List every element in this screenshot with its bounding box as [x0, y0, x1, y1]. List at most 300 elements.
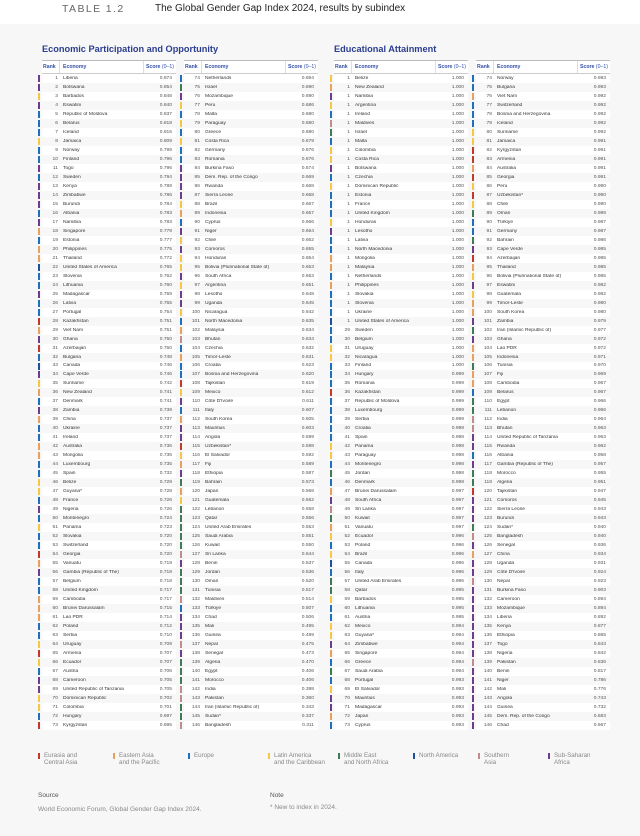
rank-cell: 53	[344, 543, 350, 549]
region-marker	[472, 210, 474, 217]
region-marker	[330, 120, 332, 127]
rank-cell: 43	[52, 453, 58, 459]
economy-cell: Bahrain	[497, 237, 514, 243]
table-row	[334, 272, 468, 281]
region-marker	[330, 93, 332, 100]
region-marker	[330, 470, 332, 477]
table-row	[476, 541, 610, 550]
region-marker	[472, 407, 474, 414]
table-row	[42, 649, 176, 658]
rank-cell: 139	[191, 659, 200, 665]
table-title: The Global Gender Gap Index 2024, results by subindex	[155, 3, 406, 14]
region-marker	[472, 623, 474, 630]
rank-cell: 1	[347, 111, 350, 117]
economy-cell: Israel	[205, 84, 217, 90]
region-marker	[472, 551, 474, 558]
economy-cell: Zimbabwe	[63, 192, 86, 198]
economy-cell: South Africa	[355, 498, 382, 504]
rank-cell: 57	[344, 579, 350, 585]
rank-cell: 112	[484, 417, 492, 423]
score-cell: 0.982	[593, 282, 606, 288]
region-marker	[180, 389, 182, 396]
score-cell: 0.728	[159, 489, 172, 495]
table-row	[42, 514, 176, 523]
economy-cell: Ethiopia	[497, 633, 515, 639]
economy-cell: Mexico	[355, 624, 371, 630]
region-marker	[330, 183, 332, 190]
region-marker	[472, 578, 474, 585]
rank-cell: 3	[55, 93, 58, 99]
title-bar	[0, 0, 640, 24]
table-row	[184, 586, 318, 595]
score-cell: 0.746	[159, 372, 172, 378]
rank-cell: 1	[347, 156, 350, 162]
economy-cell: Gambia (Republic of The)	[497, 462, 553, 468]
region-marker	[180, 165, 182, 172]
region-marker	[330, 237, 332, 244]
economy-cell: Poland	[355, 543, 371, 549]
economy-cell: Sudan*	[205, 713, 222, 719]
region-marker	[180, 533, 182, 540]
region-marker	[330, 309, 332, 316]
economy-cell: Senegal	[497, 543, 515, 549]
rank-cell: 86	[194, 183, 200, 189]
economy-cell: Tajikistan	[205, 381, 226, 387]
region-marker	[38, 84, 40, 91]
economy-cell: Greece	[355, 659, 372, 665]
score-cell: 0.993	[451, 686, 464, 692]
economy-cell: Pakistan	[497, 659, 516, 665]
score-cell: 0.701	[159, 704, 172, 710]
economy-cell: Togo	[497, 642, 508, 647]
score-cell: 0.799	[159, 147, 172, 153]
region-marker	[472, 120, 474, 127]
score-cell: 0.623	[301, 363, 314, 369]
rank-cell: 76	[194, 93, 200, 99]
region-marker	[38, 650, 40, 657]
economy-cell: Ukraine	[355, 309, 372, 315]
economy-header: Economy	[494, 61, 578, 73]
region-marker	[472, 345, 474, 352]
economy-cell: Spain	[355, 435, 368, 441]
score-cell: 0.683	[593, 713, 606, 719]
economy-cell: Uganda	[497, 561, 515, 567]
rank-cell: 123	[483, 516, 492, 522]
economy-cell: Nicaragua	[355, 354, 378, 360]
rank-cell: 83	[194, 156, 200, 162]
region-marker	[472, 201, 474, 208]
region-marker	[472, 497, 474, 504]
rank-header: Rank	[334, 61, 352, 73]
score-cell: 0.653	[301, 273, 314, 279]
region-marker	[180, 686, 182, 693]
rank-cell: 1	[347, 237, 350, 243]
rank-cell: 144	[483, 704, 492, 710]
rank-cell: 82	[486, 147, 492, 153]
table-row	[334, 694, 468, 703]
region-marker	[472, 237, 474, 244]
score-cell: 0.741	[159, 399, 172, 405]
region-marker	[330, 282, 332, 289]
economy-cell: Oman	[497, 210, 511, 216]
rank-cell: 20	[52, 246, 58, 252]
table-row	[42, 667, 176, 676]
table-row	[184, 353, 318, 362]
score-cell: 0.676	[301, 147, 314, 153]
rank-cell: 1	[347, 273, 350, 279]
economy-cell: Algeria	[497, 480, 513, 486]
region-marker	[38, 210, 40, 217]
region-marker	[330, 416, 332, 423]
score-cell: 0.894	[593, 597, 606, 603]
rank-cell: 51	[52, 525, 58, 531]
table-row	[42, 119, 176, 128]
rank-cell: 111	[192, 408, 200, 414]
score-cell: 0.945	[593, 498, 606, 504]
economy-cell: Uruguay	[63, 642, 82, 647]
legend-swatch	[38, 753, 40, 759]
region-marker	[38, 147, 40, 154]
economy-cell: Peru	[205, 102, 216, 108]
score-cell: 0.667	[301, 210, 314, 216]
rank-cell: 5	[55, 111, 58, 117]
score-header: Score (0–1)	[288, 64, 316, 70]
region-marker	[180, 183, 182, 190]
score-cell: 0.729	[159, 480, 172, 486]
region-marker	[38, 434, 40, 441]
score-cell: 0.631	[301, 354, 314, 360]
table-row	[184, 155, 318, 164]
table-row	[42, 370, 176, 379]
table-row	[42, 676, 176, 685]
rank-cell: 1	[347, 120, 350, 126]
rank-header: Rank	[184, 61, 202, 73]
region-marker	[180, 93, 182, 100]
score-cell: 0.987	[593, 228, 606, 234]
rank-cell: 111	[484, 408, 492, 414]
table-row	[476, 505, 610, 514]
region-marker	[180, 201, 182, 208]
score-cell: 0.750	[159, 345, 172, 351]
region-marker	[38, 102, 40, 109]
rank-cell: 132	[483, 597, 492, 603]
table-row	[334, 155, 468, 164]
rank-cell: 1	[347, 93, 350, 99]
rank-cell: 137	[191, 642, 200, 647]
score-cell: 0.998	[451, 435, 464, 441]
table-row	[184, 658, 318, 667]
table-row	[184, 460, 318, 469]
score-cell: 0.943	[593, 507, 606, 513]
rank-cell: 55	[344, 561, 350, 567]
economy-cell: Suriname	[497, 129, 518, 135]
region-marker	[38, 354, 40, 361]
table-row	[42, 451, 176, 460]
economy-cell: Cameroon	[497, 597, 520, 603]
region-marker	[330, 695, 332, 702]
legend-swatch	[548, 753, 550, 759]
rank-cell: 47	[52, 489, 58, 495]
score-cell: 0.992	[593, 93, 606, 99]
rank-cell: 136	[483, 633, 492, 639]
rank-cell: 33	[52, 363, 58, 369]
score-cell: 0.786	[159, 192, 172, 198]
score-cell: 0.553	[301, 525, 314, 531]
table-row	[476, 397, 610, 406]
rank-cell: 144	[191, 704, 200, 710]
economy-cell: Thailand	[63, 255, 82, 261]
score-cell: 0.985	[593, 255, 606, 261]
table-column	[184, 60, 318, 730]
economy-cell: Burkina Faso	[497, 588, 526, 594]
table-row	[42, 101, 176, 110]
region-marker	[38, 380, 40, 387]
table-row	[42, 164, 176, 173]
table-row	[334, 532, 468, 541]
economy-cell: Maldives	[355, 120, 375, 126]
table-row	[476, 164, 610, 173]
score-cell: 0.667	[301, 201, 314, 207]
table-row	[42, 496, 176, 505]
region-marker	[330, 569, 332, 576]
table-row	[42, 640, 176, 649]
table-row	[184, 478, 318, 487]
score-cell: 0.993	[451, 695, 464, 701]
rank-cell: 1	[347, 318, 350, 324]
table-row	[476, 712, 610, 721]
table-row	[42, 362, 176, 371]
rank-cell: 72	[344, 713, 350, 719]
economy-cell: Montenegro	[63, 516, 90, 522]
rank-cell: 18	[52, 228, 58, 234]
economy-cell: Botswana	[355, 165, 377, 171]
rank-cell: 1	[347, 174, 350, 180]
table-row	[184, 532, 318, 541]
score-cell: 0.737	[159, 417, 172, 423]
table-row	[184, 631, 318, 640]
rank-cell: 140	[191, 668, 200, 674]
table-row	[334, 344, 468, 353]
rank-cell: 50	[52, 516, 58, 522]
region-marker	[38, 614, 40, 621]
economy-cell: Portugal	[63, 309, 82, 315]
legend-swatch	[268, 753, 270, 759]
table-row	[476, 272, 610, 281]
economy-cell: Romania	[355, 381, 375, 387]
table-row	[184, 308, 318, 317]
table-row	[476, 640, 610, 649]
table-row	[184, 649, 318, 658]
economy-cell: Guatemala	[205, 498, 229, 504]
table-header	[42, 60, 176, 74]
score-cell: 0.599	[301, 435, 314, 441]
region-marker	[330, 497, 332, 504]
region-marker	[330, 75, 332, 82]
rank-cell: 92	[194, 237, 200, 243]
rank-cell: 66	[52, 659, 58, 665]
economy-cell: North Macedonia	[355, 246, 393, 252]
rank-cell: 112	[192, 417, 200, 423]
score-header: Score (0–1)	[146, 64, 174, 70]
region-marker	[472, 380, 474, 387]
economy-cell: Namibia	[355, 93, 373, 99]
table-row	[334, 613, 468, 622]
economy-cell: Iceland	[497, 120, 513, 126]
table-row	[42, 469, 176, 478]
rank-cell: 88	[194, 201, 200, 207]
table-row	[334, 568, 468, 577]
region-marker	[472, 479, 474, 486]
rank-cell: 39	[344, 417, 350, 423]
rank-header: Rank	[42, 61, 60, 73]
region-marker	[330, 336, 332, 343]
score-cell: 1.000	[451, 201, 464, 207]
score-cell: 0.706	[159, 668, 172, 674]
table-row	[184, 667, 318, 676]
rank-cell: 63	[52, 633, 58, 639]
economy-cell: Croatia	[205, 363, 221, 369]
table-row	[42, 388, 176, 397]
economy-cell: Bangladesh	[497, 534, 523, 540]
score-cell: 1.000	[451, 264, 464, 270]
economy-cell: Austria	[63, 668, 79, 674]
table-row	[476, 496, 610, 505]
rank-cell: 66	[344, 659, 350, 665]
rank-cell: 50	[344, 516, 350, 522]
rank-cell: 65	[344, 650, 350, 656]
table-row	[42, 128, 176, 137]
region-marker	[180, 380, 182, 387]
table-row	[184, 200, 318, 209]
economy-cell: Viet Nam	[497, 93, 518, 99]
rank-cell: 1	[347, 192, 350, 198]
score-cell: 0.470	[301, 659, 314, 665]
economy-cell: Liberia	[497, 615, 512, 621]
score-cell: 0.702	[159, 695, 172, 701]
economy-cell: Burundi	[497, 516, 514, 522]
table-row	[42, 218, 176, 227]
table-row	[184, 335, 318, 344]
region-marker	[38, 111, 40, 118]
economy-cell: Sudan*	[497, 525, 514, 531]
rank-cell: 1	[347, 282, 350, 288]
table-row	[476, 685, 610, 694]
economy-cell: Ireland	[63, 435, 78, 441]
table-row	[42, 631, 176, 640]
table-row	[184, 227, 318, 236]
rank-cell: 120	[191, 489, 200, 495]
table-column	[476, 60, 610, 730]
region-marker	[472, 102, 474, 109]
region-marker	[180, 363, 182, 370]
economy-cell: Latvia	[355, 237, 369, 243]
table-row	[334, 370, 468, 379]
table-row	[334, 514, 468, 523]
rank-cell: 38	[52, 408, 58, 414]
economy-cell: China	[497, 552, 510, 558]
rank-cell: 109	[483, 390, 492, 396]
source-label: Source	[38, 792, 59, 799]
table-row	[42, 236, 176, 245]
economy-cell: Colombia	[63, 704, 84, 710]
economy-cell: Bangladesh	[205, 722, 231, 728]
economy-header: Economy	[352, 61, 436, 73]
region-marker	[38, 156, 40, 163]
table-row	[184, 173, 318, 182]
economy-cell: Jamaica	[497, 138, 516, 144]
economy-cell: Sierra Leone	[497, 507, 526, 513]
economy-cell: Italy	[205, 408, 214, 414]
rank-cell: 42	[344, 444, 350, 450]
economy-cell: Kenya	[63, 183, 77, 189]
region-marker	[330, 174, 332, 181]
region-marker	[180, 210, 182, 217]
table-row	[42, 344, 176, 353]
table-row	[476, 622, 610, 631]
rank-cell: 32	[52, 354, 58, 360]
score-cell: 0.924	[593, 570, 606, 576]
rank-cell: 97	[486, 282, 492, 288]
rank-cell: 135	[191, 624, 200, 630]
rank-cell: 126	[191, 543, 200, 549]
table-row	[476, 299, 610, 308]
economy-cell: Côte D'Ivoire	[497, 570, 526, 576]
rank-cell: 62	[52, 624, 58, 630]
score-cell: 0.967	[593, 381, 606, 387]
rank-cell: 119	[192, 480, 200, 486]
economy-cell: Bahrain	[205, 480, 222, 486]
economy-cell: Brunei Darussalam	[355, 489, 397, 495]
region-marker	[472, 632, 474, 639]
region-marker	[330, 659, 332, 666]
rank-cell: 95	[194, 264, 200, 270]
score-cell: 1.000	[451, 237, 464, 243]
region-marker	[472, 192, 474, 199]
table-row	[42, 442, 176, 451]
score-cell: 0.992	[593, 102, 606, 108]
rank-cell: 76	[486, 93, 492, 99]
economy-cell: Niger	[205, 228, 217, 234]
region-marker	[472, 93, 474, 100]
table-row	[334, 424, 468, 433]
score-cell: 0.815	[159, 129, 172, 135]
score-cell: 1.000	[451, 84, 464, 90]
region-marker	[180, 174, 182, 181]
economy-cell: Colombia	[355, 147, 376, 153]
rank-cell: 4	[55, 102, 58, 108]
region-marker	[180, 461, 182, 468]
rank-cell: 15	[52, 201, 58, 207]
score-cell: 0.726	[159, 507, 172, 513]
table-row	[476, 362, 610, 371]
economy-cell: Bolivia (Plurinational State of)	[497, 273, 562, 279]
table-row	[184, 559, 318, 568]
region-marker	[38, 452, 40, 459]
economy-cell: Eswatini	[63, 102, 82, 108]
table-row	[184, 344, 318, 353]
score-cell: 0.674	[301, 165, 314, 171]
region-marker	[472, 282, 474, 289]
table-row	[42, 155, 176, 164]
score-cell: 0.990	[593, 183, 606, 189]
region-marker	[330, 668, 332, 675]
economy-cell: Kazakhstan	[63, 318, 89, 324]
rank-cell: 1	[347, 309, 350, 315]
table-label: TABLE 1.2	[62, 3, 125, 15]
economy-cell: Lesotho	[205, 291, 223, 297]
rank-cell: 57	[52, 579, 58, 585]
rank-cell: 118	[192, 471, 200, 477]
